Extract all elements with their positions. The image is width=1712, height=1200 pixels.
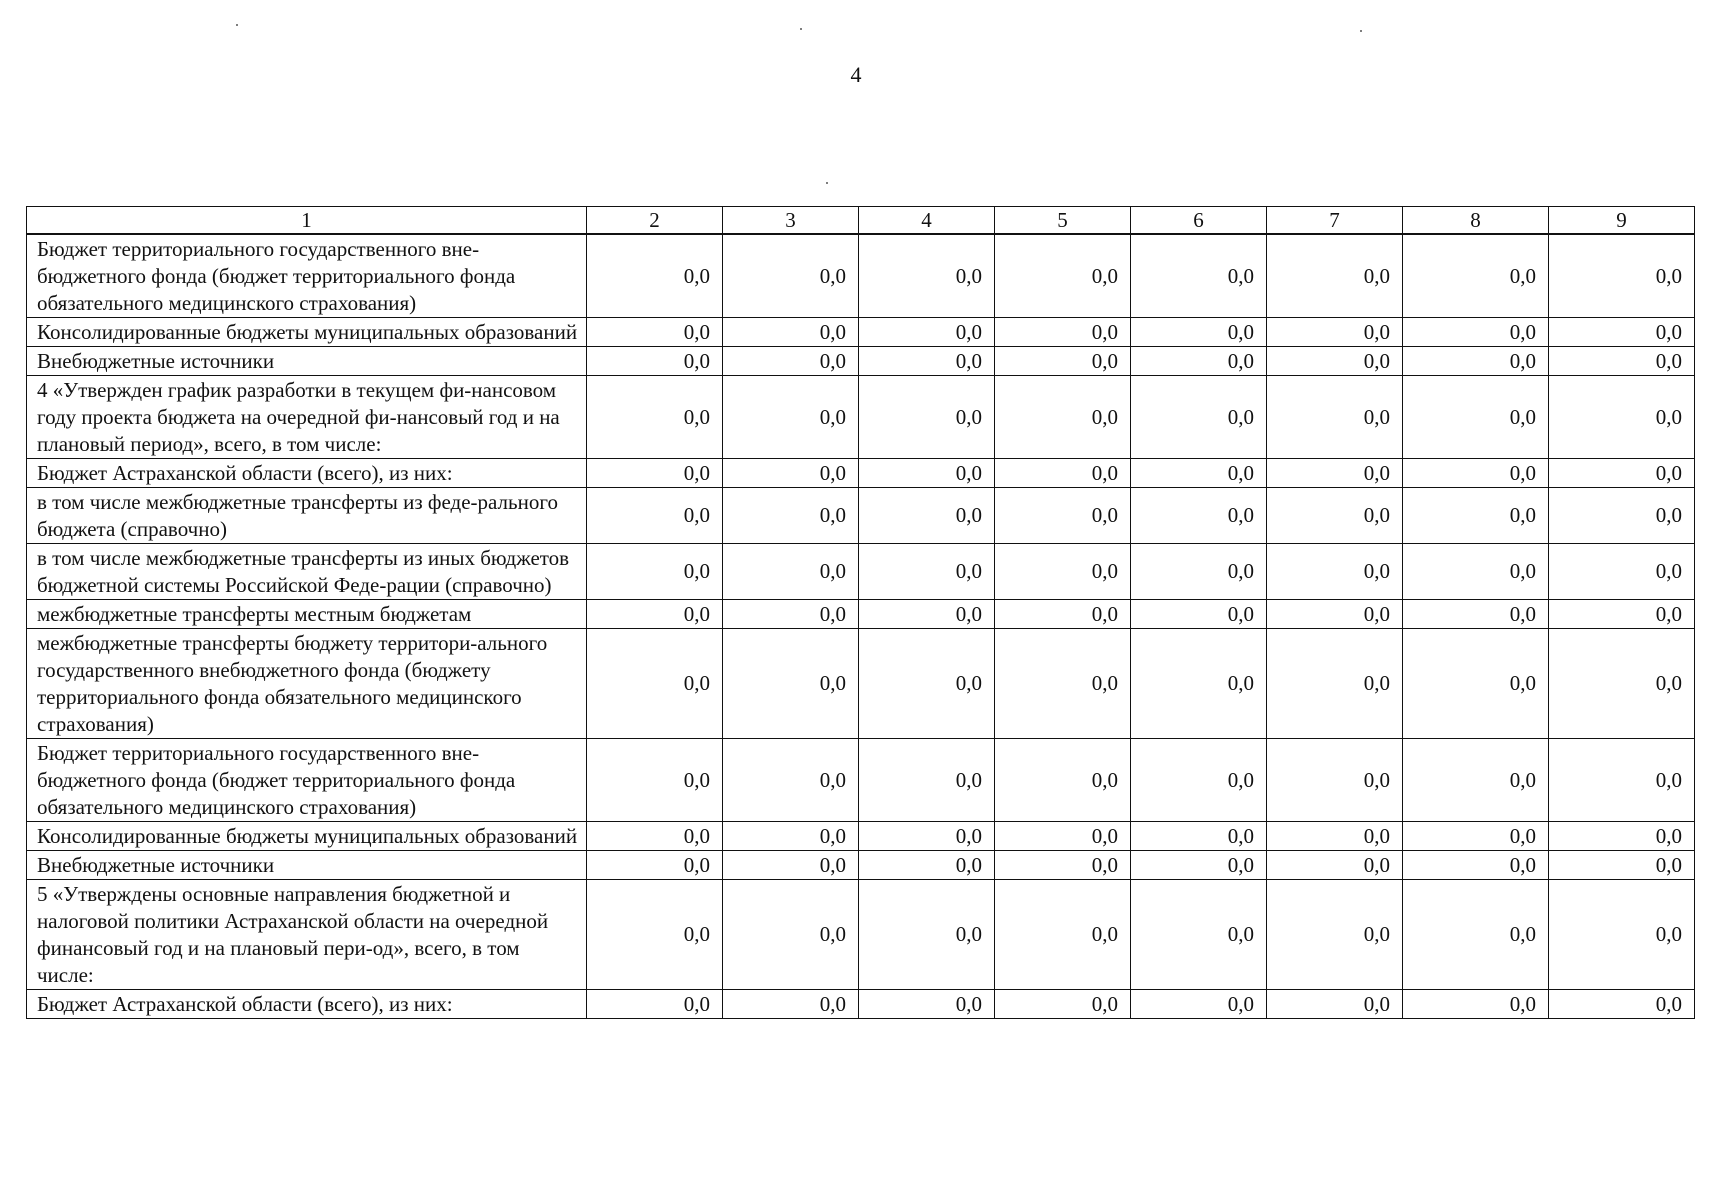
row-label: межбюджетные трансферты местным бюджетам: [27, 600, 587, 629]
row-label: Консолидированные бюджеты муниципальных образований: [27, 318, 587, 347]
row-label: межбюджетные трансферты бюджету территори-ального государственного внебюджетного фонда (бюджету территориального фонда обязательного медицинского страхования): [27, 629, 587, 739]
cell-value: 0,0: [723, 851, 859, 880]
row-label: Внебюджетные источники: [27, 851, 587, 880]
cell-value: 0,0: [1549, 459, 1695, 488]
cell-value: 0,0: [723, 822, 859, 851]
cell-value: 0,0: [587, 600, 723, 629]
cell-value: 0,0: [723, 459, 859, 488]
cell-value: 0,0: [1267, 488, 1403, 544]
cell-value: 0,0: [1403, 600, 1549, 629]
cell-value: 0,0: [587, 851, 723, 880]
cell-value: 0,0: [1131, 600, 1267, 629]
cell-value: 0,0: [859, 880, 995, 990]
row-label: в том числе межбюджетные трансферты из феде-рального бюджета (справочно): [27, 488, 587, 544]
cell-value: 0,0: [723, 544, 859, 600]
cell-value: 0,0: [1549, 739, 1695, 822]
cell-value: 0,0: [859, 544, 995, 600]
cell-value: 0,0: [995, 318, 1131, 347]
row-label: Консолидированные бюджеты муниципальных образований: [27, 822, 587, 851]
column-header: 3: [723, 207, 859, 235]
cell-value: 0,0: [1403, 544, 1549, 600]
cell-value: 0,0: [1549, 488, 1695, 544]
cell-value: 0,0: [1403, 990, 1549, 1019]
cell-value: 0,0: [1403, 880, 1549, 990]
budget-table: [26, 206, 1695, 1019]
cell-value: 0,0: [1267, 600, 1403, 629]
cell-value: 0,0: [1403, 851, 1549, 880]
table-row: [27, 234, 1695, 318]
cell-value: 0,0: [723, 347, 859, 376]
table-row: [27, 347, 1695, 376]
table-row: [27, 851, 1695, 880]
cell-value: 0,0: [1549, 600, 1695, 629]
cell-value: 0,0: [1549, 318, 1695, 347]
cell-value: 0,0: [1267, 739, 1403, 822]
cell-value: 0,0: [1403, 318, 1549, 347]
table-row: [27, 318, 1695, 347]
cell-value: 0,0: [1549, 234, 1695, 318]
cell-value: 0,0: [1403, 347, 1549, 376]
cell-value: 0,0: [1131, 376, 1267, 459]
cell-value: 0,0: [1267, 318, 1403, 347]
cell-value: 0,0: [1403, 459, 1549, 488]
cell-value: 0,0: [1403, 488, 1549, 544]
cell-value: 0,0: [859, 376, 995, 459]
cell-value: 0,0: [995, 822, 1131, 851]
cell-value: 0,0: [995, 739, 1131, 822]
cell-value: 0,0: [1549, 880, 1695, 990]
cell-value: 0,0: [1131, 488, 1267, 544]
column-header: 6: [1131, 207, 1267, 235]
table-row: [27, 488, 1695, 544]
table-row: [27, 459, 1695, 488]
cell-value: 0,0: [587, 318, 723, 347]
cell-value: 0,0: [859, 488, 995, 544]
cell-value: 0,0: [859, 739, 995, 822]
row-label: Внебюджетные источники: [27, 347, 587, 376]
cell-value: 0,0: [1549, 822, 1695, 851]
column-header: 9: [1549, 207, 1695, 235]
cell-value: 0,0: [1267, 544, 1403, 600]
cell-value: 0,0: [587, 629, 723, 739]
cell-value: 0,0: [1549, 851, 1695, 880]
cell-value: 0,0: [1131, 990, 1267, 1019]
cell-value: 0,0: [723, 318, 859, 347]
cell-value: 0,0: [587, 347, 723, 376]
cell-value: 0,0: [995, 347, 1131, 376]
cell-value: 0,0: [587, 990, 723, 1019]
column-header: 4: [859, 207, 995, 235]
cell-value: 0,0: [859, 318, 995, 347]
table-row: [27, 544, 1695, 600]
row-label: Бюджет Астраханской области (всего), из них:: [27, 990, 587, 1019]
column-header: 5: [995, 207, 1131, 235]
cell-value: 0,0: [723, 488, 859, 544]
cell-value: 0,0: [859, 851, 995, 880]
cell-value: 0,0: [995, 990, 1131, 1019]
cell-value: 0,0: [1267, 822, 1403, 851]
cell-value: 0,0: [1549, 376, 1695, 459]
cell-value: 0,0: [1131, 822, 1267, 851]
table-row: [27, 600, 1695, 629]
cell-value: 0,0: [1403, 822, 1549, 851]
cell-value: 0,0: [859, 600, 995, 629]
column-header: 1: [27, 207, 587, 235]
column-number-row: [27, 207, 1695, 235]
cell-value: 0,0: [587, 739, 723, 822]
cell-value: 0,0: [995, 600, 1131, 629]
row-label: Бюджет территориального государственного вне-бюджетного фонда (бюджет территориального фонда обязательного медицинского страхования): [27, 234, 587, 318]
cell-value: 0,0: [1267, 990, 1403, 1019]
cell-value: 0,0: [1549, 629, 1695, 739]
cell-value: 0,0: [1131, 234, 1267, 318]
cell-value: 0,0: [1403, 629, 1549, 739]
cell-value: 0,0: [587, 459, 723, 488]
cell-value: 0,0: [1549, 544, 1695, 600]
cell-value: 0,0: [1403, 376, 1549, 459]
cell-value: 0,0: [995, 488, 1131, 544]
cell-value: 0,0: [723, 990, 859, 1019]
cell-value: 0,0: [995, 880, 1131, 990]
cell-value: 0,0: [1267, 629, 1403, 739]
cell-value: 0,0: [1267, 347, 1403, 376]
cell-value: 0,0: [995, 376, 1131, 459]
cell-value: 0,0: [723, 376, 859, 459]
cell-value: 0,0: [1403, 234, 1549, 318]
cell-value: 0,0: [995, 544, 1131, 600]
page-number: 4: [850, 62, 862, 87]
cell-value: 0,0: [1131, 880, 1267, 990]
table-row: [27, 822, 1695, 851]
cell-value: 0,0: [1549, 347, 1695, 376]
scan-speck: [1360, 30, 1362, 32]
cell-value: 0,0: [995, 459, 1131, 488]
cell-value: 0,0: [1549, 990, 1695, 1019]
table-row: [27, 629, 1695, 739]
cell-value: 0,0: [723, 739, 859, 822]
row-label: Бюджет территориального государственного вне-бюджетного фонда (бюджет территориального фонда обязательного медицинского страхования): [27, 739, 587, 822]
table-body: [27, 234, 1695, 1019]
cell-value: 0,0: [859, 990, 995, 1019]
cell-value: 0,0: [1267, 376, 1403, 459]
cell-value: 0,0: [1131, 459, 1267, 488]
cell-value: 0,0: [859, 459, 995, 488]
cell-value: 0,0: [1267, 234, 1403, 318]
cell-value: 0,0: [1403, 739, 1549, 822]
cell-value: 0,0: [995, 629, 1131, 739]
cell-value: 0,0: [587, 544, 723, 600]
table-row: [27, 880, 1695, 990]
cell-value: 0,0: [1131, 347, 1267, 376]
cell-value: 0,0: [587, 880, 723, 990]
column-header: 7: [1267, 207, 1403, 235]
cell-value: 0,0: [1131, 739, 1267, 822]
scan-speck: [800, 28, 802, 30]
row-label: 4 «Утвержден график разработки в текущем фи-нансовом году проекта бюджета на очередной фи-нансовый год и на плановый период», всего, в том числе:: [27, 376, 587, 459]
cell-value: 0,0: [1131, 544, 1267, 600]
scan-speck: [826, 182, 828, 184]
cell-value: 0,0: [1267, 851, 1403, 880]
row-label: Бюджет Астраханской области (всего), из них:: [27, 459, 587, 488]
scan-speck: [236, 24, 238, 26]
table-row: [27, 990, 1695, 1019]
cell-value: 0,0: [1267, 459, 1403, 488]
cell-value: 0,0: [723, 234, 859, 318]
cell-value: 0,0: [995, 234, 1131, 318]
cell-value: 0,0: [587, 376, 723, 459]
cell-value: 0,0: [587, 822, 723, 851]
cell-value: 0,0: [859, 629, 995, 739]
cell-value: 0,0: [859, 234, 995, 318]
cell-value: 0,0: [723, 600, 859, 629]
cell-value: 0,0: [859, 347, 995, 376]
cell-value: 0,0: [995, 851, 1131, 880]
column-header: 8: [1403, 207, 1549, 235]
cell-value: 0,0: [1267, 880, 1403, 990]
cell-value: 0,0: [723, 629, 859, 739]
cell-value: 0,0: [859, 822, 995, 851]
cell-value: 0,0: [1131, 629, 1267, 739]
cell-value: 0,0: [1131, 851, 1267, 880]
table-row: [27, 376, 1695, 459]
table-row: [27, 739, 1695, 822]
row-label: 5 «Утверждены основные направления бюджетной и налоговой политики Астраханской области на очередной финансовый год и на плановый пери-од», всего, в том числе:: [27, 880, 587, 990]
column-header: 2: [587, 207, 723, 235]
cell-value: 0,0: [1131, 318, 1267, 347]
row-label: в том числе межбюджетные трансферты из иных бюджетов бюджетной системы Российской Феде-рации (справочно): [27, 544, 587, 600]
cell-value: 0,0: [587, 488, 723, 544]
cell-value: 0,0: [587, 234, 723, 318]
cell-value: 0,0: [723, 880, 859, 990]
